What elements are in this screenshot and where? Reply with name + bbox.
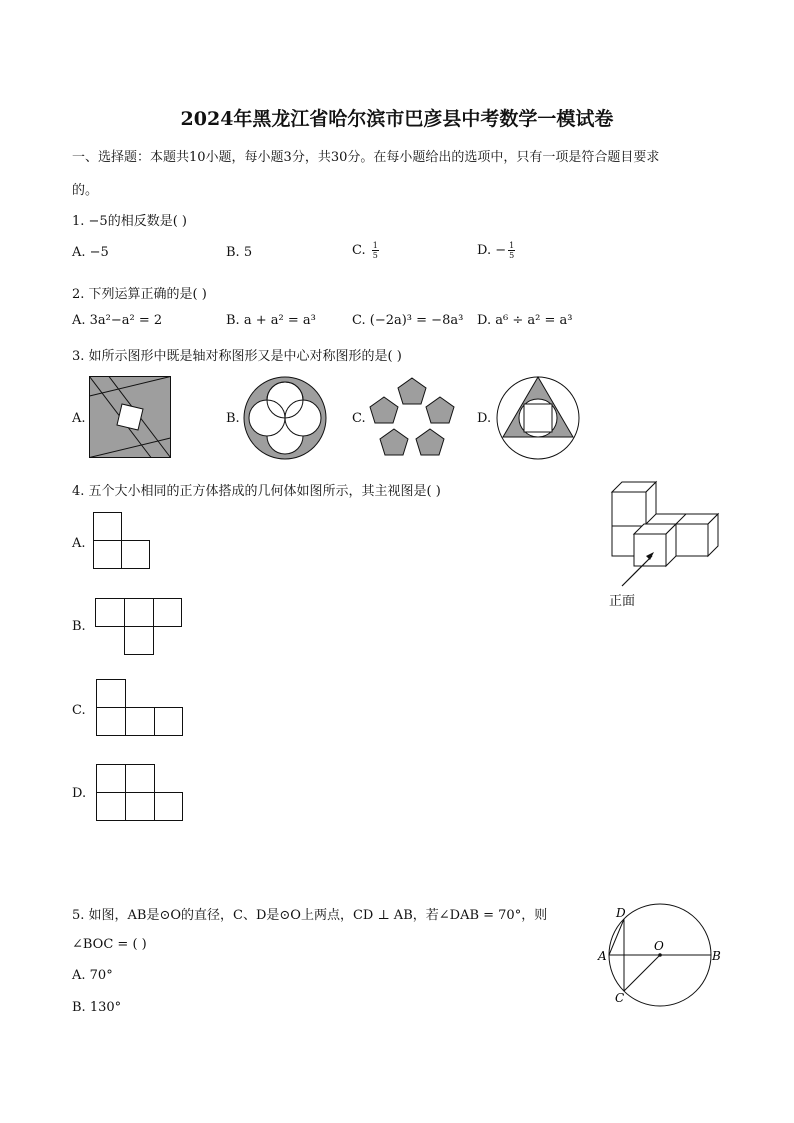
q4-figure-a bbox=[93, 512, 153, 570]
q4-figure-d bbox=[96, 764, 184, 822]
front-view-label: 正面 bbox=[609, 594, 636, 609]
q3-figure-c bbox=[368, 377, 456, 459]
q3-figure-a bbox=[89, 376, 171, 458]
q1-option-a: A. −5 bbox=[72, 245, 109, 260]
q2-option-d: D. a⁶ ÷ a² = a³ bbox=[477, 313, 573, 328]
q3-option-a-label: A. bbox=[72, 411, 86, 426]
section-heading: 一、选择题：本题共10小题，每小题3分，共30分。在每小题给出的选项中，只有一项是符合题目要求 bbox=[72, 150, 660, 165]
point-o-label: O bbox=[654, 939, 664, 953]
q3-stem: 3. 如所示图形中既是轴对称图形又是中心对称图形的是( ) bbox=[72, 349, 402, 364]
q2-stem: 2. 下列运算正确的是( ) bbox=[72, 287, 207, 302]
q3-option-d-label: D. bbox=[477, 411, 492, 426]
q2-option-c: C. (−2a)³ = −8a³ bbox=[352, 313, 464, 328]
q4-option-a-label: A. bbox=[72, 536, 86, 551]
q5-stem: 5. 如图，AB是⊙O的直径，C、D是⊙O上两点，CD ⊥ AB，若∠DAB = 70°，则 bbox=[72, 908, 548, 923]
q4-figure-b bbox=[95, 598, 183, 656]
point-a-label: A bbox=[598, 949, 607, 963]
q5-option-b: B. 130° bbox=[72, 1000, 122, 1015]
q4-option-c-label: C. bbox=[72, 703, 86, 718]
q2-option-a: A. 3a²−a² = 2 bbox=[72, 313, 163, 328]
q3-option-b-label: B. bbox=[226, 411, 240, 426]
point-b-label: B bbox=[712, 949, 721, 963]
point-d-label: D bbox=[616, 906, 626, 920]
q5-circle-figure bbox=[596, 900, 726, 1010]
q5-option-a: A. 70° bbox=[72, 968, 113, 983]
q2-option-b: B. a + a² = a³ bbox=[226, 313, 316, 328]
point-c-label: C bbox=[615, 991, 625, 1005]
q1-option-b: B. 5 bbox=[226, 245, 253, 260]
page-title: 2024年黑龙江省哈尔滨市巴彦县中考数学一模试卷 bbox=[180, 108, 614, 130]
q3-option-c-label: C. bbox=[352, 411, 366, 426]
q1-option-d: D. − $\frac{1}{5}$ bbox=[477, 241, 515, 260]
q3-figure-d bbox=[496, 376, 580, 460]
q4-figure-c bbox=[96, 679, 184, 737]
q3-figure-b bbox=[243, 376, 327, 460]
q1-option-c: C. $\frac{1}{5}$ bbox=[352, 241, 378, 260]
q4-option-b-label: B. bbox=[72, 619, 86, 634]
q4-cube-figure bbox=[610, 480, 722, 580]
section-heading-cont: 的。 bbox=[72, 183, 99, 198]
q5-stem-cont: ∠BOC = ( ) bbox=[72, 937, 147, 952]
q4-option-d-label: D. bbox=[72, 786, 87, 801]
q1-stem: 1. −5的相反数是( ) bbox=[72, 214, 187, 229]
q4-stem: 4. 五个大小相同的正方体搭成的几何体如图所示，其主视图是( ) bbox=[72, 484, 441, 499]
